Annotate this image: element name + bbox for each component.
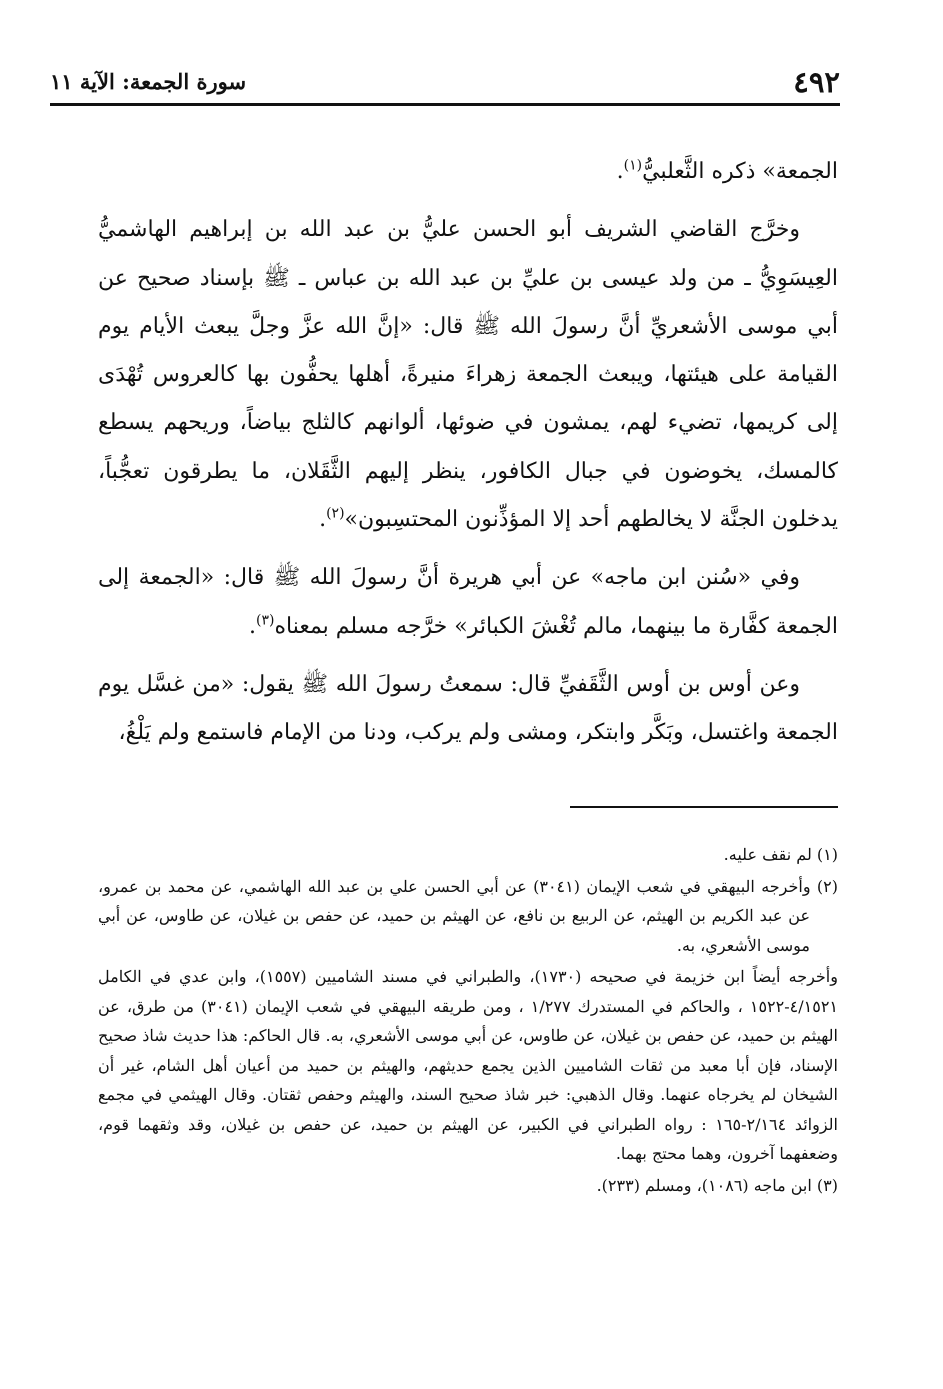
main-text <box>98 148 838 768</box>
running-title: سورة الجمعة: الآية ١١ <box>50 69 247 94</box>
footnote-ref-2: (٢) <box>326 505 345 522</box>
footnote-separator <box>570 806 838 808</box>
footnote-1: (١) لم نقف عليه. <box>723 845 838 864</box>
paragraph-2: وخرَّج القاضي الشريف أبو الحسن عليُّ بن عبد الله بن إبراهيم الهاشميُّ العِيسَوِيُّ ـ من ولد عيسى بن عليِّ بن عبد الله بن عباس ـ ﷺ بإسناد صحيح عن أبي موسى الأشعريِّ أنَّ رسولَ الله ﷺ قال: «إنَّ الله عزَّ وجلَّ يبعث الأيام يوم القيامة على هيئتها، ويبعث الجمعة زهراءَ منيرةً، أهلها يحفُّون بها كالعروس تُهْدَى إلى كريمها، تضيء لهم، يمشون في ضوئها، ألوانهم كالثلج بياضاً، وريحهم يسطع كالمسك، يخوضون في جبال الكافور، ينظر إليهم الثَّقَلان، ما يطرقون تعجُّباً، يدخلون الجنَّة لا يخالطهم أحد إلا المؤذِّنون المحتسِبون»$^{(٢)}$. <box>98 217 838 533</box>
page-header <box>50 62 840 102</box>
footnotes <box>98 840 838 1202</box>
paragraph-4: وعن أوس بن أوس الثَّقَفيِّ قال: سمعتُ رسولَ الله ﷺ يقول: «من غسَّل يوم الجمعة واغتسل، وبَكَّر وابتكر، ومشى ولم يركب، ودنا من الإمام فاستمع ولم يَلْغُ، <box>98 671 838 746</box>
footnote-ref-1: (١) <box>623 157 643 174</box>
header-rule <box>50 103 840 106</box>
paragraph-1: الجمعة» ذكره الثَّعلبيُّ$^{(١)}$. <box>616 157 838 184</box>
footnote-2: (٢) وأخرجه البيهقي في شعب الإيمان (٣٠٤١) عن أبي الحسن علي بن عبد الله الهاشمي، عن محمد بن عمرو، عن عبد الكريم بن الهيثم، عن الربيع بن نافع، عن الهيثم بن حميد، عن حفص بن غيلان، عن طاوس، عن أبي موسى الأشعري، به. <box>98 876 838 955</box>
footnote-2-continued: وأخرجه أيضاً ابن خزيمة في صحيحه (١٧٣٠)، والطبراني في مسند الشاميين (١٥٥٧)، وابن عدي في الكامل ٤/١٥٢١-١٥٢٢ ، والحاكم في المستدرك ١/٢٧٧ ، ومن طريقه البيهقي في شعب الإيمان (٣٠٤١) من طرق، عن الهيثم بن حميد، عن حفص بن غيلان، عن طاوس، عن أبي موسى الأشعري، به. قال الحاكم: هذا حديث شاذ صحيح الإسناد، فإن أبا معبد من ثقات الشاميين الذين يجمع حديثهم، والهيثم بن حميد من أعيان أهل الشام، غير أن الشيخان لم يخرجاه عنهما. وقال الذهبي: خبر شاذ صحيح السند، والهيثم وحفص ثقتان. وقال الهيثمي في مجمع الزوائد ٢/١٦٤-١٦٥ : رواه الطبراني في الكبير، عن الهيثم بن حميد، عن حفص بن غيلان، وقد وثقهما قوم، وضعفهما آخرون، وهما محتج بهما. <box>98 967 839 1163</box>
page-number: ٤٩٢ <box>793 65 840 99</box>
paragraph-3: وفي «سُنن ابن ماجه» عن أبي هريرة أنَّ رسولَ الله ﷺ قال: «الجمعة إلى الجمعة كفَّارة ما بينهما، مالم تُغْشَ الكبائر» خرَّجه مسلم بمعناه$^{(٣)}$. <box>98 565 838 639</box>
footnote-3: (٣) ابن ماجه (١٠٨٦)، ومسلم (٢٣٣). <box>596 1175 838 1195</box>
footnote-ref-3: (٣) <box>256 612 275 629</box>
